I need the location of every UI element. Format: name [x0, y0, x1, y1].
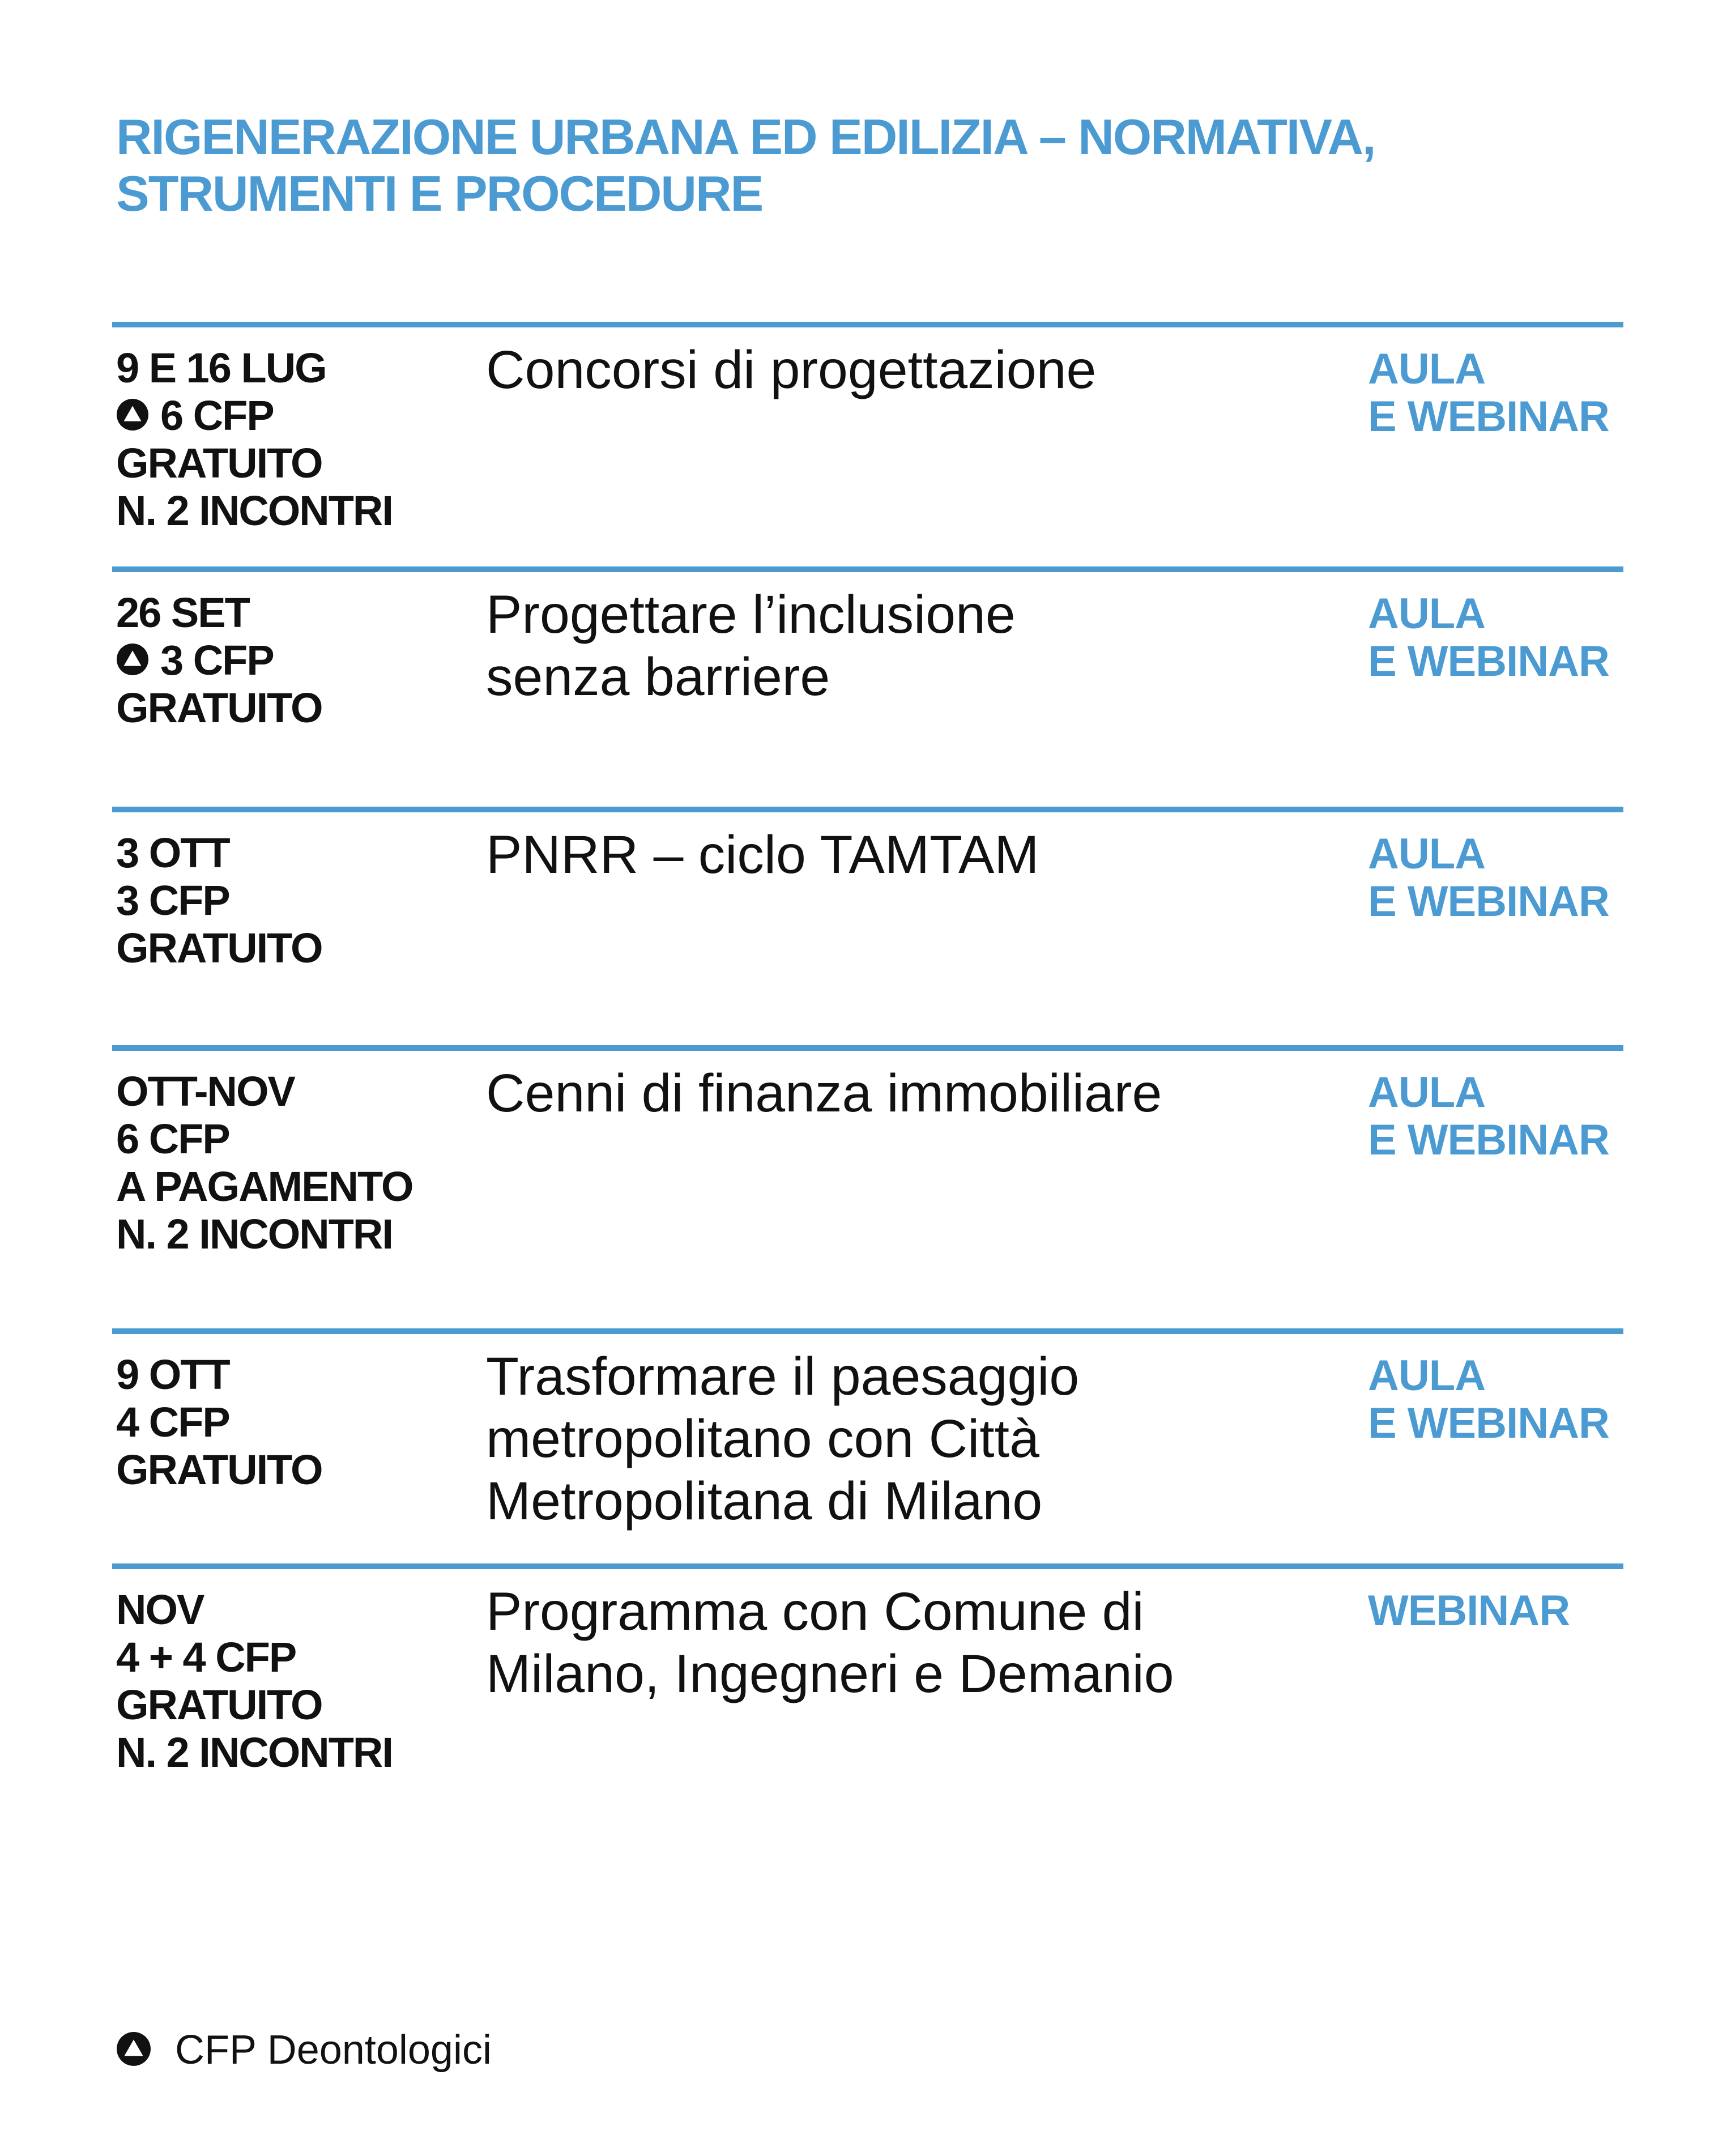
course-date: 26 SET [116, 589, 249, 636]
course-sessions: N. 2 INCONTRI [116, 1211, 393, 1258]
course-meta [116, 1068, 412, 1258]
course-mode [1368, 830, 1609, 926]
course-mode [1368, 1069, 1609, 1164]
course-cfp-value: 4 CFP [116, 1399, 229, 1446]
course-mode-line: AULA [1368, 1352, 1486, 1400]
course-meta [116, 589, 322, 732]
course-meta [116, 829, 322, 972]
course-date: OTT-NOV [116, 1068, 295, 1115]
row-divider [112, 1045, 1623, 1051]
deontological-badge-icon [116, 398, 149, 431]
course-mode-line: AULA [1368, 830, 1486, 878]
course-cfp-value: 3 CFP [160, 637, 274, 684]
course-cfp-value: 4 + 4 CFP [116, 1634, 296, 1681]
course-title-line: Programma con Comune di [486, 1582, 1144, 1642]
page-title-line-1: RIGENERAZIONE URBANA ED EDILIZIA – NORMATIVA, [116, 109, 1375, 165]
course-date: 9 OTT [116, 1351, 229, 1398]
course-mode-line: AULA [1368, 590, 1486, 638]
page-title-line-2: STRUMENTI E PROCEDURE [116, 165, 763, 221]
course-title [486, 1062, 1336, 1124]
course-title [486, 824, 1336, 886]
legend-label: CFP Deontologici [175, 2027, 492, 2073]
course-date: 3 OTT [116, 829, 229, 876]
course-title [486, 1580, 1336, 1705]
course-title [486, 1345, 1336, 1532]
course-title-line: Metropolitana di Milano [486, 1471, 1043, 1531]
course-mode-line: AULA [1368, 1068, 1486, 1117]
row-divider [112, 807, 1623, 812]
course-cfp [116, 637, 322, 684]
course-price: GRATUITO [116, 1681, 322, 1728]
course-mode-line: E WEBINAR [1368, 637, 1609, 685]
course-title-line: Cenni di finanza immobiliare [486, 1063, 1162, 1123]
course-mode-line: E WEBINAR [1368, 1399, 1609, 1447]
course-cfp [116, 1634, 393, 1681]
course-price: GRATUITO [116, 924, 322, 972]
course-mode-line: E WEBINAR [1368, 877, 1609, 926]
row-divider [112, 1563, 1623, 1569]
row-divider [112, 322, 1623, 327]
course-cfp [116, 392, 393, 440]
course-cfp [116, 1115, 412, 1163]
course-title [486, 583, 1336, 708]
course-cfp-value: 6 CFP [160, 392, 274, 439]
course-title-line: Progettare l’inclusione [486, 585, 1016, 645]
course-title-line: PNRR – ciclo TAMTAM [486, 825, 1039, 885]
course-mode-line: E WEBINAR [1368, 393, 1609, 441]
course-title [486, 339, 1336, 401]
course-title-line: Concorsi di progettazione [486, 340, 1097, 400]
row-divider [112, 1328, 1623, 1334]
course-mode-line: WEBINAR [1368, 1587, 1570, 1635]
course-price: GRATUITO [116, 1446, 322, 1493]
course-title-line: Trasformare il paesaggio [486, 1347, 1080, 1407]
course-sessions: N. 2 INCONTRI [116, 1729, 393, 1776]
course-meta [116, 1586, 393, 1776]
course-price: GRATUITO [116, 440, 322, 487]
deontological-badge-icon [116, 643, 149, 676]
course-mode-line: E WEBINAR [1368, 1116, 1609, 1164]
course-title-line: metropolitano con Città [486, 1409, 1039, 1469]
course-price: A PAGAMENTO [116, 1163, 413, 1210]
course-date: 9 E 16 LUG [116, 344, 326, 391]
course-meta [116, 344, 393, 535]
legend [116, 2027, 492, 2073]
course-title-line: senza barriere [486, 647, 830, 707]
course-mode [1368, 1587, 1570, 1635]
course-price: GRATUITO [116, 684, 322, 731]
deontological-badge-icon [116, 2031, 151, 2066]
course-date: NOV [116, 1586, 204, 1633]
course-mode-line: AULA [1368, 345, 1486, 393]
course-sessions: N. 2 INCONTRI [116, 487, 393, 534]
course-mode [1368, 346, 1609, 441]
course-cfp-value: 6 CFP [116, 1115, 229, 1162]
course-cfp [116, 877, 322, 924]
row-divider [112, 566, 1623, 572]
course-cfp [116, 1399, 322, 1446]
course-title-line: Milano, Ingegneri e Demanio [486, 1644, 1174, 1704]
course-meta [116, 1351, 322, 1494]
course-mode [1368, 590, 1609, 685]
course-mode [1368, 1352, 1609, 1447]
page-title [116, 109, 1645, 222]
course-cfp-value: 3 CFP [116, 877, 229, 924]
